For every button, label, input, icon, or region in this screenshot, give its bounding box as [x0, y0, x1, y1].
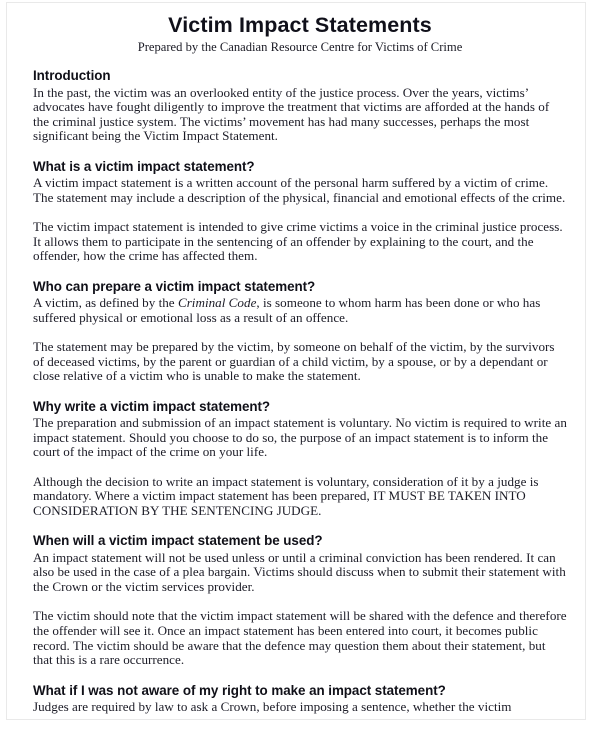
paragraph-text-before-emphasis: Although the decision to write an impact statement is voluntary, consideration of it by a judge is mandatory. Where a victim impact statement has been prepared,	[33, 473, 539, 504]
section-paragraph: The victim should note that the victim impact statement will be shared with the defence and therefore the offender will see it. Once an impact statement has been entered into court, it becomes public record. The victim should be aware that the defence may question them about their statement, but that this is a rare occurrence.	[33, 608, 567, 668]
sentencing-judge-emphasis: IT MUST BE TAKEN INTO CONSIDERATION BY THE SENTENCING JUDGE.	[33, 488, 526, 519]
section-heading: What if I was not aware of my right to make an impact statement?	[33, 682, 446, 698]
section-what-is-a-victim-impact-statement	[33, 159, 567, 264]
section-paragraph: The preparation and submission of an impact statement is voluntary. No victim is required to write an impact statement. Should you choose to do so, the purpose of an impact statement is to inform the court of the impact of the crime on your life.	[33, 415, 567, 460]
section-paragraph: The statement may be prepared by the victim, by someone on behalf of the victim, by the survivors of deceased victims, by the parent or guardian of a child victim, by a spouse, or by a dependant or close relative of a victim who is unable to make the statement.	[33, 339, 555, 384]
section-heading: Why write a victim impact statement?	[33, 398, 271, 414]
section-paragraph: A victim impact statement is a written account of the personal harm suffered by a victim of crime. The statement may include a description of the physical, financial and emotional effects of the crime.	[33, 175, 566, 205]
page-title: Victim Impact Statements	[168, 13, 432, 37]
section-paragraph: An impact statement will not be used unless or until a criminal conviction has been rendered. It can also be used in the case of a plea bargain. Victims should discuss when to submit their statement with the Crown or the victim services provider.	[33, 549, 566, 595]
document-subtitle: Prepared by the Canadian Resource Centre for Victims of Crime	[137, 40, 463, 54]
document-page	[6, 2, 586, 720]
section-when-will-it-be-used	[33, 533, 567, 668]
section-heading: What is a victim impact statement?	[33, 158, 255, 174]
section-who-can-prepare	[33, 279, 567, 384]
section-heading: Who can prepare a victim impact statement?	[33, 278, 316, 294]
section-paragraph: The victim impact statement is intended to give crime victims a voice in the criminal justice process. It allows them to participate in the sentencing of an offender by explaining to the court, and the offender, how the crime has affected them.	[33, 219, 563, 264]
section-heading: Introduction	[33, 68, 111, 83]
criminal-code-italic-term: Criminal Code	[177, 295, 257, 311]
section-why-write	[33, 399, 567, 519]
section-introduction	[33, 68, 567, 144]
paragraph-text-after-italic: , is someone to whom harm has been done or who has suffered physical or emotional loss as a result of an offence.	[33, 295, 541, 325]
paragraph-text-before-italic: A victim, as defined by the	[33, 295, 178, 311]
section-paragraph	[33, 296, 567, 325]
section-heading: When will a victim impact statement be used?	[33, 533, 323, 549]
section-paragraph: In the past, the victim was an overlooked entity of the justice process. Over the years, victims’ advocates have fought diligently to improve the treatment that victims are afforded at the hands of the criminal justice system. The victims’ movement has had many successes, perhaps the most significant being the Victim Impact Statement.	[33, 84, 550, 144]
section-paragraph: Judges are required by law to ask a Crown, before imposing a sentence, whether the victim	[33, 699, 512, 715]
document-content	[7, 3, 585, 715]
section-paragraph	[33, 475, 567, 519]
section-what-if-not-aware	[33, 683, 567, 715]
